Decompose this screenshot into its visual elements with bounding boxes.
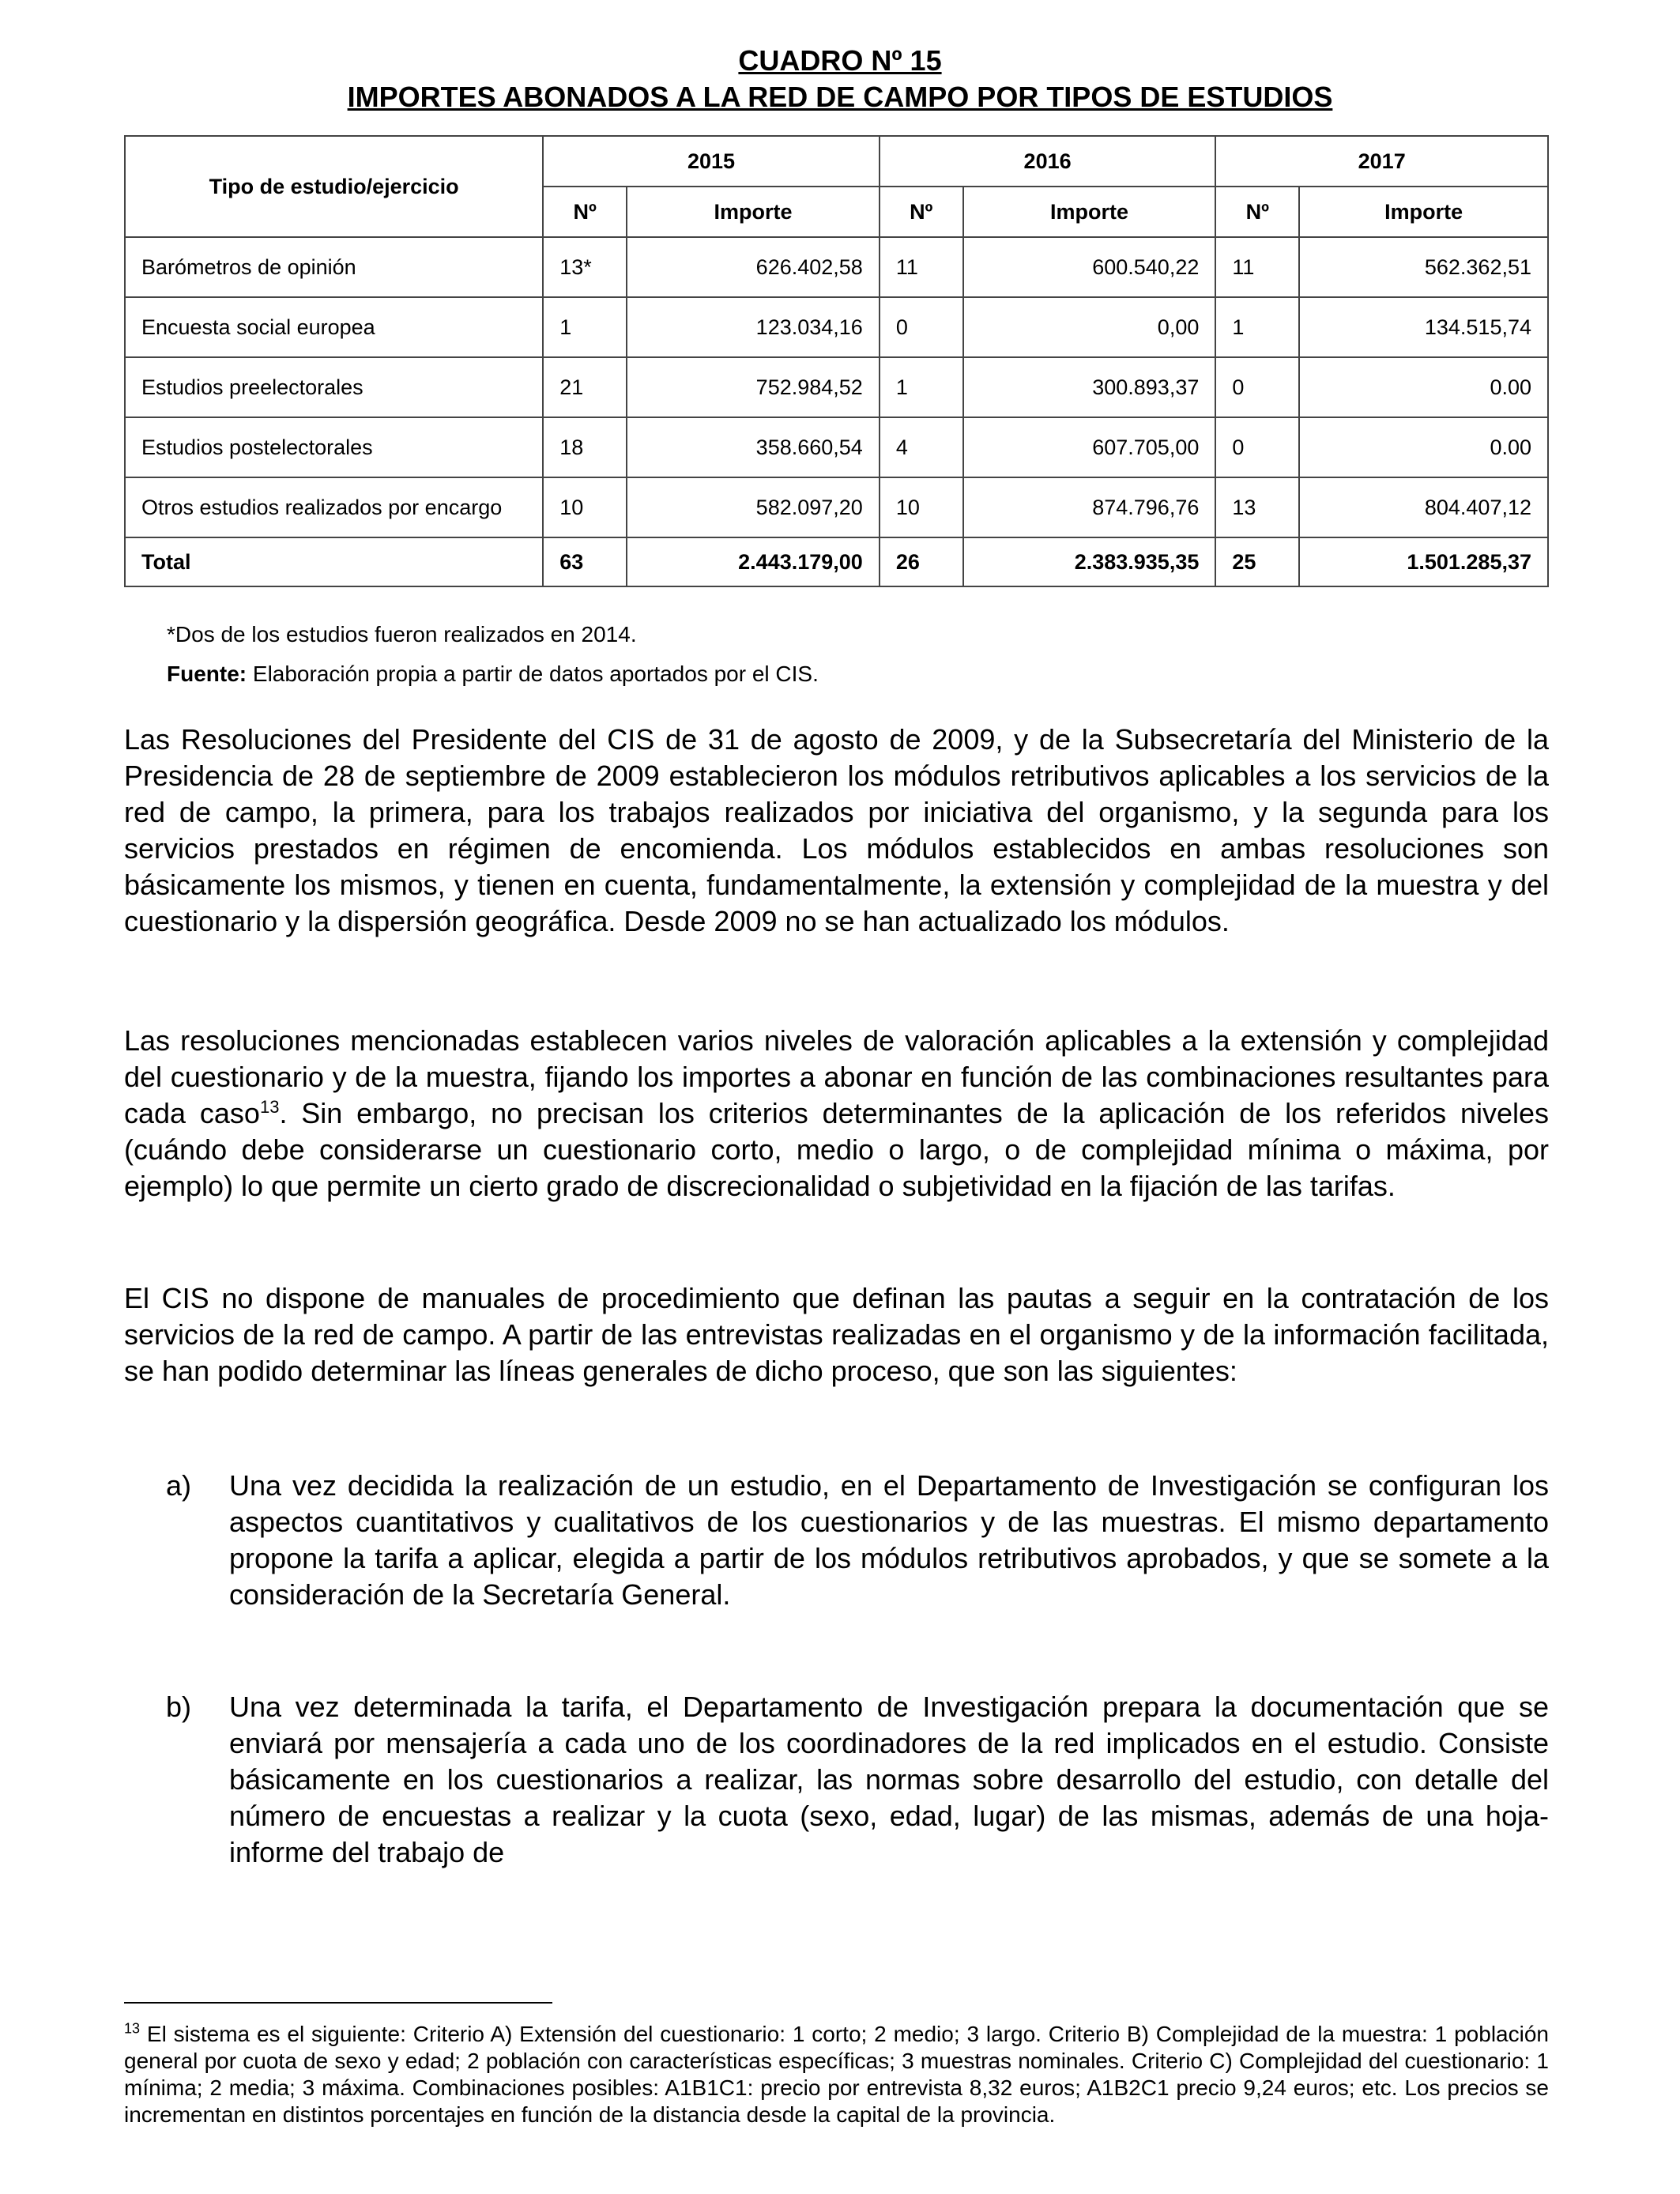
importe-header: Importe	[1299, 187, 1548, 237]
table-note: *Dos de los estudios fueron realizados en 2014.	[167, 622, 637, 647]
table-subtitle: IMPORTES ABONADOS A LA RED DE CAMPO POR TIPOS DE ESTUDIOS	[347, 81, 1333, 113]
count-cell: 13*	[543, 237, 627, 297]
count-cell: 21	[543, 357, 627, 417]
cuadro-15-table	[124, 135, 1549, 587]
footnote	[124, 2021, 1549, 2128]
amount-cell: 607.705,00	[963, 417, 1216, 477]
source-label: Fuente:	[167, 662, 247, 686]
row-label-header: Tipo de estudio/ejercicio	[125, 136, 543, 237]
table-total-row	[125, 537, 1548, 586]
count-cell: 1	[1215, 297, 1299, 357]
footnote-number: 13	[124, 2020, 141, 2037]
count-cell: 25	[1215, 537, 1299, 586]
importe-header: Importe	[627, 187, 880, 237]
count-cell: 0	[1215, 417, 1299, 477]
footnote-separator	[124, 2002, 552, 2004]
row-label: Encuesta social europea	[125, 297, 543, 357]
table-row	[125, 297, 1548, 357]
count-cell: 63	[543, 537, 627, 586]
row-label: Estudios postelectorales	[125, 417, 543, 477]
amount-cell: 562.362,51	[1299, 237, 1548, 297]
paragraph-text: . Sin embargo, no precisan los criterios determinantes de la aplicación de los referidos niveles (cuándo debe considerarse un cuestionario corto, medio o largo, o de complejidad mínima o máxima, por ejemplo) lo que permite un cierto grado de discrecionalidad o subjetividad en la fijación de las tarifas.	[124, 1097, 1549, 1202]
amount-cell: 134.515,74	[1299, 297, 1548, 357]
row-label: Total	[125, 537, 543, 586]
count-cell: 0	[880, 297, 963, 357]
amount-cell: 804.407,12	[1299, 477, 1548, 537]
count-cell: 10	[880, 477, 963, 537]
amount-cell: 358.660,54	[627, 417, 880, 477]
year-header-2017: 2017	[1215, 136, 1548, 187]
list-item-text: Una vez decidida la realización de un estudio, en el Departamento de Investigación se configuran los aspectos cuantitativos y cualitativos de los cuestionarios y de las muestras. El mismo departamento propone la tarifa a aplicar, elegida a partir de los módulos retributivos aprobados, y que se somete a la consideración de la Secretaría General.	[229, 1469, 1549, 1611]
footnote-text: El sistema es el siguiente: Criterio A) Extensión del cuestionario: 1 corto; 2 medio; 3 largo. Criterio B) Complejidad de la muestra: 1 población general por cuota de sexo y edad; 2 población con características específicas; 3 muestras nominales. Criterio C) Complejidad del cuestionario: 1 mínima; 2 media; 3 máxima. Combinaciones posibles: A1B1C1: precio por entrevista 8,32 euros; A1B2C1 precio 9,24 euros; etc. Los precios se incrementan en distintos porcentajes en función de la distancia desde la capital de la provincia.	[124, 2022, 1549, 2127]
amount-cell: 0,00	[963, 297, 1216, 357]
count-cell: 18	[543, 417, 627, 477]
amount-cell: 874.796,76	[963, 477, 1216, 537]
list-item-label: b)	[166, 1691, 192, 1723]
list-item-label: a)	[166, 1469, 192, 1502]
count-cell: 13	[1215, 477, 1299, 537]
table-row	[125, 477, 1548, 537]
amount-cell: 300.893,37	[963, 357, 1216, 417]
count-cell: 0	[1215, 357, 1299, 417]
n-header: Nº	[543, 187, 627, 237]
amount-cell: 0.00	[1299, 417, 1548, 477]
count-cell: 1	[880, 357, 963, 417]
paragraph: Las Resoluciones del Presidente del CIS de 31 de agosto de 2009, y de la Subsecretaría del Ministerio de la Presidencia de 28 de septiembre de 2009 establecieron los módulos retributivos aplicables a los servicios de la red de campo, la primera, para los trabajos realizados por iniciativa del organismo, y la segunda para los servicios prestados en régimen de encomienda. Los módulos establecidos en ambas resoluciones son básicamente los mismos, y tienen en cuenta, fundamentalmente, la extensión y complejidad de la muestra y del cuestionario y la dispersión geográfica. Desde 2009 no se han actualizado los módulos.	[124, 723, 1549, 937]
paragraph: El CIS no dispone de manuales de procedimiento que definan las pautas a seguir en la contratación de los servicios de la red de campo. A partir de las entrevistas realizadas en el organismo y de la información facilitada, se han podido determinar las líneas generales de dicho proceso, que son las siguientes:	[124, 1282, 1549, 1387]
amount-cell: 1.501.285,37	[1299, 537, 1548, 586]
count-cell: 11	[1215, 237, 1299, 297]
amount-cell: 600.540,22	[963, 237, 1216, 297]
count-cell: 11	[880, 237, 963, 297]
table-row	[125, 357, 1548, 417]
count-cell: 26	[880, 537, 963, 586]
list-item-text: Una vez determinada la tarifa, el Departamento de Investigación prepara la documentación que se enviará por mensajería a cada uno de los coordinadores de la red implicados en el estudio. Consiste básicamente en los cuestionarios a realizar, las normas sobre desarrollo del estudio, con detalle del número de encuestas a realizar y la cuota (sexo, edad, lugar) de las mismas, además de una hoja-informe del trabajo de	[229, 1691, 1549, 1868]
row-label: Estudios preelectorales	[125, 357, 543, 417]
amount-cell: 123.034,16	[627, 297, 880, 357]
count-cell: 10	[543, 477, 627, 537]
paragraph-text: Las resoluciones mencionadas establecen varios niveles de valoración aplicables a la extensión y complejidad del cuestionario y de la muestra, fijando los importes a abonar en función de las combinaciones resultantes para cada caso	[124, 1024, 1549, 1129]
count-cell: 1	[543, 297, 627, 357]
paragraph	[124, 1023, 1549, 1204]
count-cell: 4	[880, 417, 963, 477]
list-item	[166, 1468, 1549, 1613]
year-header-2015: 2015	[543, 136, 880, 187]
table-row	[125, 237, 1548, 297]
amount-cell: 2.383.935,35	[963, 537, 1216, 586]
footnote-ref: 13	[259, 1097, 280, 1117]
row-label: Otros estudios realizados por encargo	[125, 477, 543, 537]
amount-cell: 582.097,20	[627, 477, 880, 537]
amount-cell: 626.402,58	[627, 237, 880, 297]
table-row	[125, 417, 1548, 477]
n-header: Nº	[880, 187, 963, 237]
amount-cell: 2.443.179,00	[627, 537, 880, 586]
table-title: CUADRO Nº 15	[738, 44, 942, 77]
year-header-2016: 2016	[880, 136, 1216, 187]
table-source	[167, 660, 819, 688]
row-label: Barómetros de opinión	[125, 237, 543, 297]
source-text: Elaboración propia a partir de datos aportados por el CIS.	[247, 662, 819, 686]
amount-cell: 752.984,52	[627, 357, 880, 417]
importe-header: Importe	[963, 187, 1216, 237]
list-item	[166, 1689, 1549, 1871]
amount-cell: 0.00	[1299, 357, 1548, 417]
table-header-row	[125, 136, 1548, 187]
n-header: Nº	[1215, 187, 1299, 237]
